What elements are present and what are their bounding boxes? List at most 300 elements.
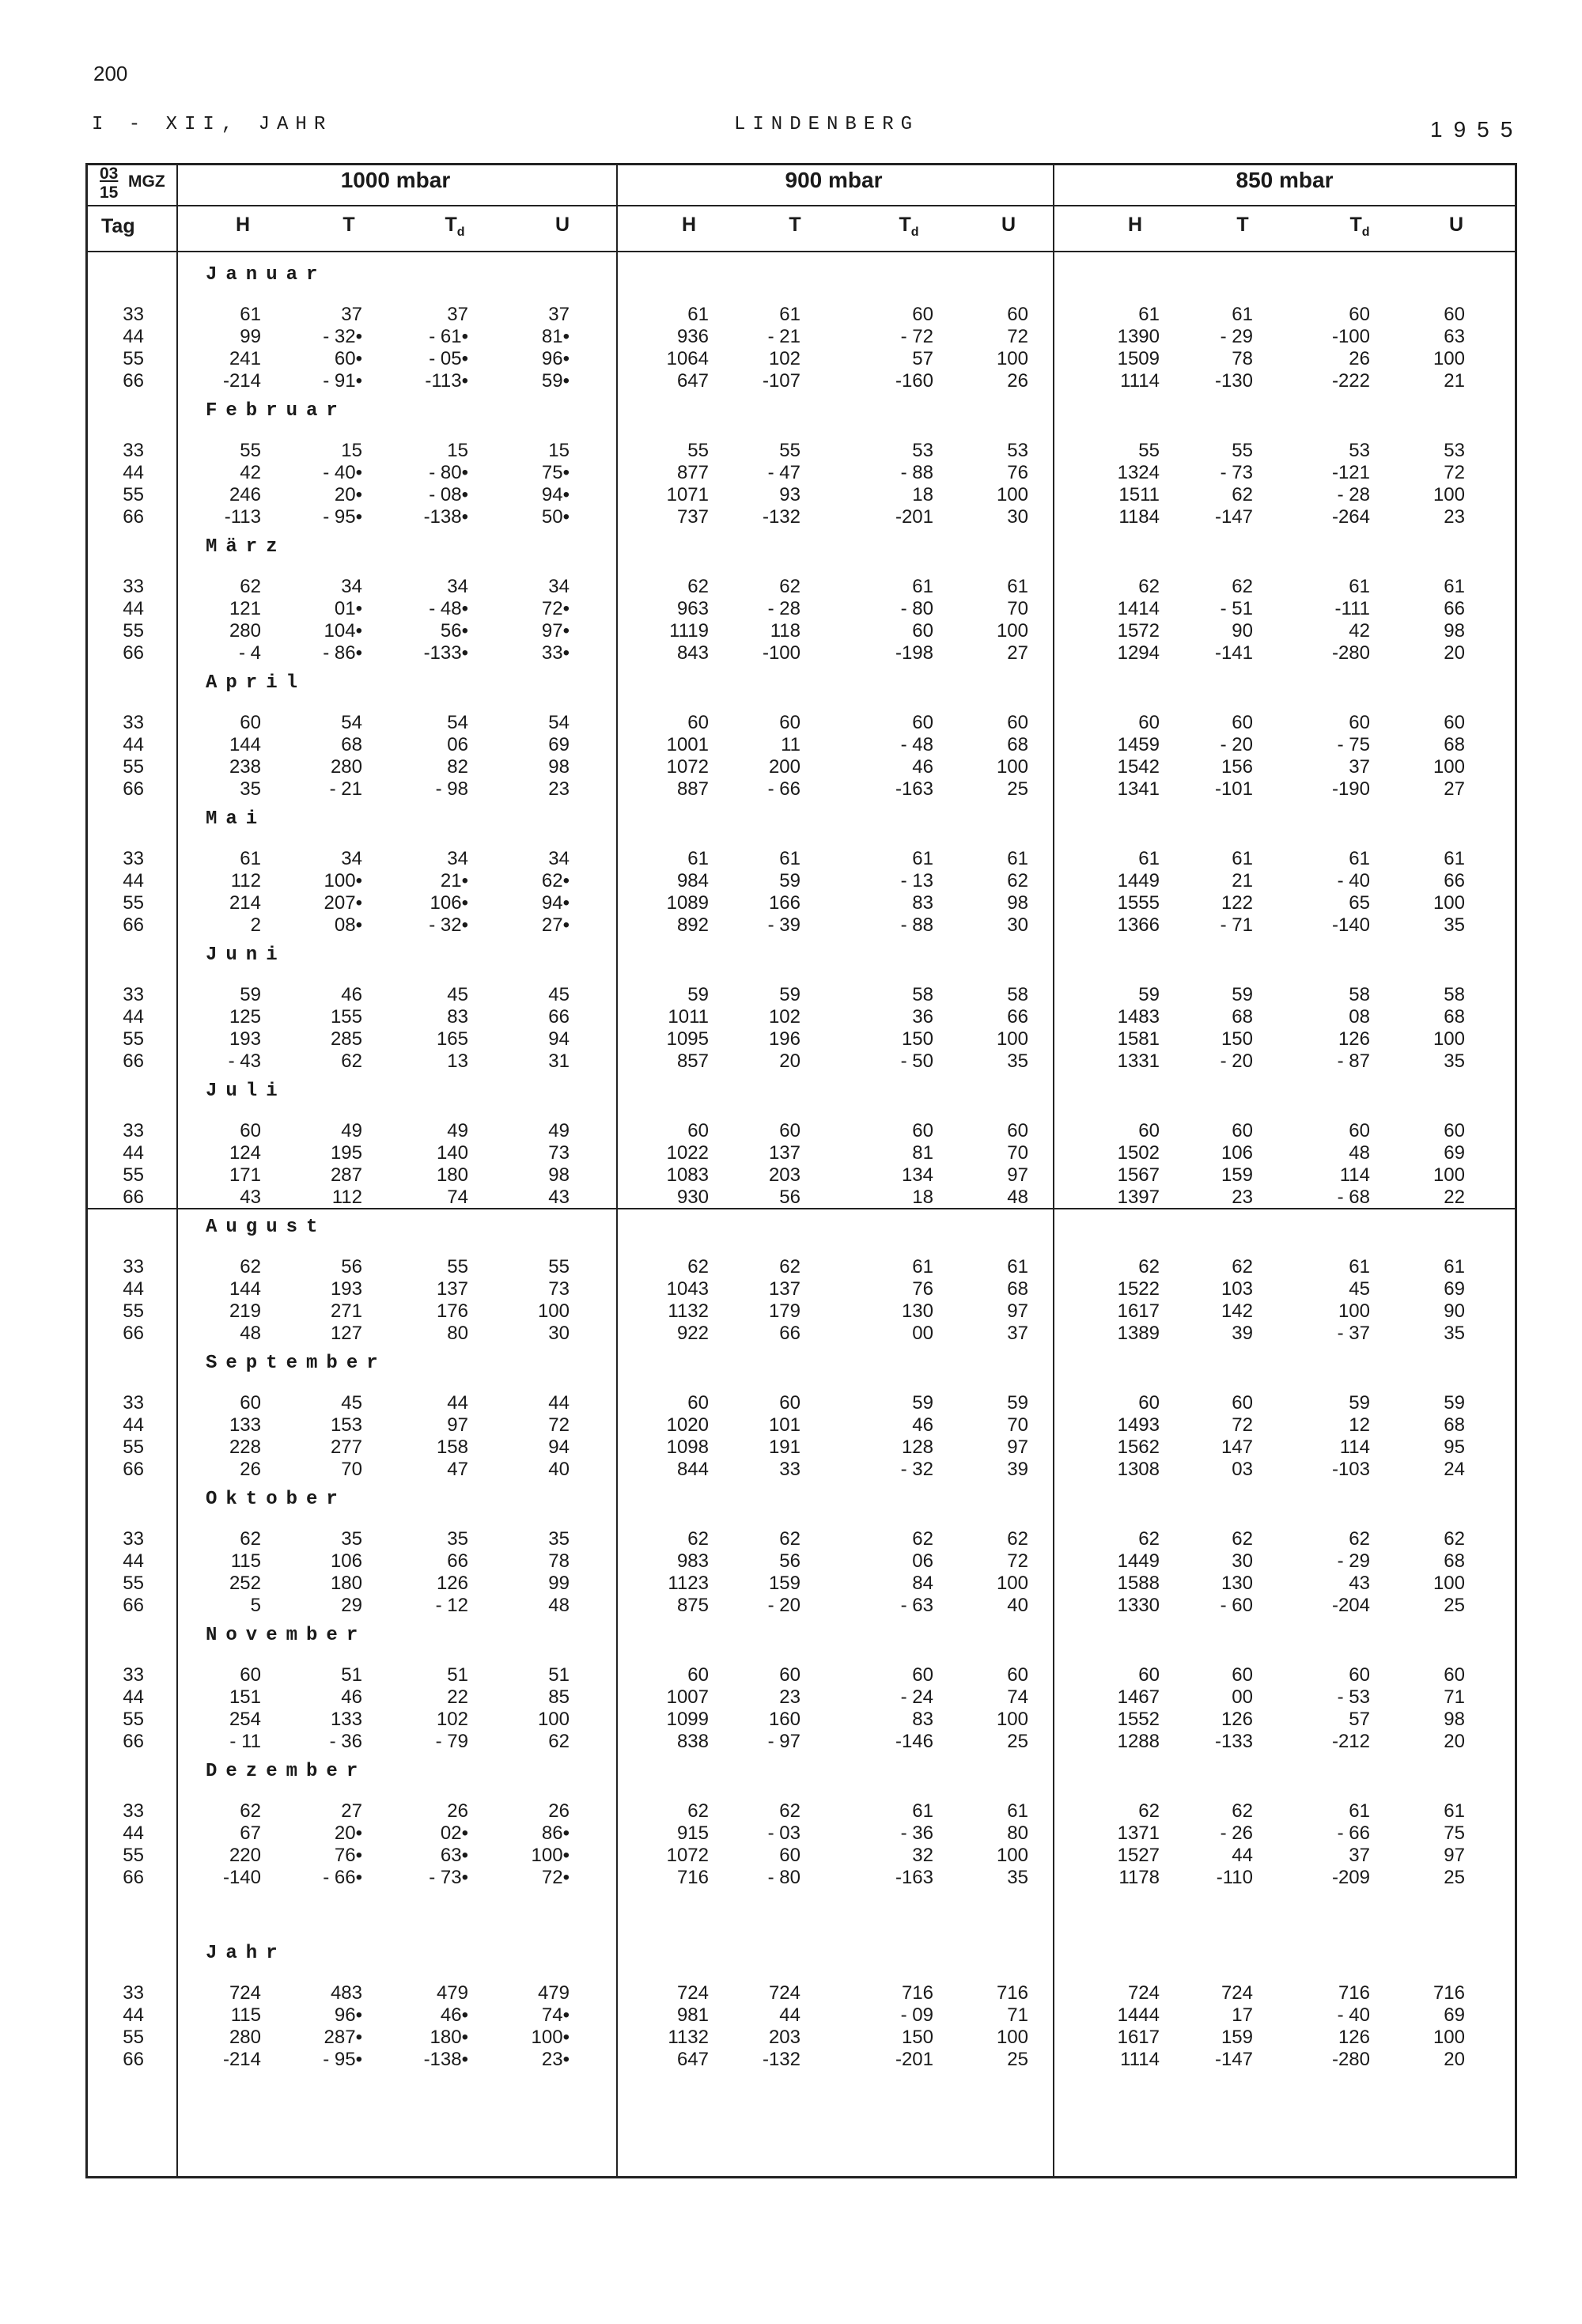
cell-u-1000: 86•: [541, 1822, 570, 1844]
cell-h-900: 61: [687, 304, 709, 325]
cell-u-900: 62: [1007, 1528, 1028, 1550]
cell-u-900: 100: [996, 756, 1028, 778]
cell-h-1000: 61: [240, 304, 261, 325]
cell-u-1000: 96•: [541, 348, 570, 369]
cell-td-900: 716: [901, 1982, 933, 2004]
cell-h-850: 1542: [1117, 756, 1160, 778]
cell-u-900: 100: [996, 484, 1028, 505]
cell-u-850: 69: [1444, 2004, 1465, 2026]
cell-td-850: -204: [1331, 1595, 1370, 1616]
header-year: 1955: [1430, 117, 1524, 142]
cell-u-850: 100: [1433, 756, 1465, 778]
cell-t-900: 160: [768, 1709, 800, 1730]
cell-t-900: 200: [768, 756, 800, 778]
cell-u-850: 100: [1433, 484, 1465, 505]
cell-td-900: 00: [912, 1323, 933, 1344]
cell-td-850: -264: [1331, 506, 1370, 528]
cell-t-900: 60: [779, 1664, 800, 1686]
tag-value: 66: [123, 370, 144, 392]
cell-h-1000: 724: [229, 1982, 261, 2004]
cell-u-900: 59: [1007, 1392, 1028, 1414]
corner-label: MGZ: [128, 172, 165, 191]
cell-u-900: 40: [1007, 1595, 1028, 1616]
cell-h-850: 1459: [1117, 734, 1160, 755]
cell-td-900: 59: [912, 1392, 933, 1414]
cell-td-900: 32: [912, 1845, 933, 1866]
cell-t-1000: 127: [330, 1323, 362, 1344]
month-label: Jahr: [206, 1943, 286, 1964]
cell-h-1000: 115: [230, 1550, 261, 1572]
cell-td-850: 26: [1349, 348, 1370, 369]
cell-td-1000: 126: [436, 1573, 468, 1594]
cell-td-900: 53: [912, 440, 933, 461]
cell-u-900: 61: [1007, 576, 1028, 597]
cell-t-850: 72: [1232, 1414, 1253, 1436]
cell-td-1000: 63•: [440, 1845, 468, 1866]
cell-u-900: 60: [1007, 712, 1028, 733]
cell-h-1000: 112: [230, 870, 261, 891]
cell-t-900: 60: [779, 1845, 800, 1866]
cell-t-850: 142: [1221, 1300, 1253, 1322]
cell-td-900: - 50: [900, 1050, 933, 1072]
cell-t-1000: 287•: [324, 2027, 362, 2048]
cell-t-900: - 21: [767, 326, 800, 347]
cell-h-1000: 60: [240, 712, 261, 733]
cell-u-1000: 33•: [541, 642, 570, 664]
cell-t-900: - 66: [767, 778, 800, 800]
cell-td-900: 60: [912, 304, 933, 325]
cell-u-900: 30: [1007, 506, 1028, 528]
month-label: Mai: [206, 808, 267, 830]
cell-t-850: 724: [1221, 1982, 1253, 2004]
cell-t-900: 44: [779, 2004, 800, 2026]
cell-t-900: 62: [779, 1800, 800, 1822]
cell-h-1000: 115: [230, 2004, 261, 2026]
tag-value: 55: [123, 892, 144, 914]
cell-h-1000: 62: [240, 1800, 261, 1822]
cell-u-850: 100: [1433, 1164, 1465, 1186]
cell-h-900: 875: [676, 1595, 709, 1616]
cell-td-1000: 158: [436, 1436, 468, 1458]
cell-t-900: 203: [768, 2027, 800, 2048]
tag-value: 44: [123, 462, 144, 483]
col-td-1000: $T_d$: [445, 214, 465, 239]
cell-h-1000: 171: [229, 1164, 261, 1186]
cell-h-1000: - 11: [229, 1731, 261, 1752]
tag-value: 66: [123, 1459, 144, 1480]
cell-t-1000: 104•: [324, 620, 362, 642]
cell-td-900: 60: [912, 712, 933, 733]
cell-t-850: - 71: [1220, 914, 1253, 936]
cell-td-900: - 09: [900, 2004, 933, 2026]
cell-t-850: 59: [1232, 984, 1253, 1005]
cell-u-1000: 54: [548, 712, 570, 733]
cell-t-900: - 20: [767, 1595, 800, 1616]
cell-h-850: 1617: [1117, 1300, 1160, 1322]
cell-td-850: -100: [1331, 326, 1370, 347]
cell-td-900: 84: [912, 1573, 933, 1594]
cell-h-850: 1562: [1117, 1436, 1160, 1458]
cell-td-850: 37: [1349, 756, 1370, 778]
cell-u-1000: 50•: [541, 506, 570, 528]
cell-u-900: 53: [1007, 440, 1028, 461]
cell-u-900: 100: [996, 1573, 1028, 1594]
cell-t-850: - 20: [1220, 734, 1253, 755]
cell-h-1000: 60: [240, 1664, 261, 1686]
cell-td-900: 81: [912, 1142, 933, 1164]
cell-td-1000: 02•: [440, 1822, 468, 1844]
cell-h-900: 1064: [666, 348, 709, 369]
cell-h-850: 1288: [1117, 1731, 1160, 1752]
cell-t-1000: 51: [341, 1664, 362, 1686]
cell-t-900: 102: [768, 348, 800, 369]
cell-h-900: 62: [687, 576, 709, 597]
cell-h-850: 1502: [1117, 1142, 1160, 1164]
cell-u-900: 30: [1007, 914, 1028, 936]
cell-u-900: 80: [1007, 1822, 1028, 1844]
tag-value: 66: [123, 1595, 144, 1616]
cell-td-900: 150: [901, 2027, 933, 2048]
cell-td-1000: 56•: [440, 620, 468, 642]
cell-t-900: - 47: [767, 462, 800, 483]
cell-td-1000: 137: [436, 1278, 468, 1300]
cell-td-900: 61: [912, 848, 933, 869]
cell-h-900: 983: [676, 1550, 709, 1572]
cell-td-850: 12: [1349, 1414, 1370, 1436]
cell-td-1000: - 32•: [429, 914, 468, 936]
cell-u-900: 70: [1007, 1142, 1028, 1164]
cell-td-1000: 35: [447, 1528, 468, 1550]
tag-value: 44: [123, 1550, 144, 1572]
cell-td-1000: 140: [436, 1142, 468, 1164]
cell-h-850: 61: [1138, 304, 1160, 325]
cell-td-900: -201: [895, 506, 933, 528]
group-1000mbar: 1000 mbar: [340, 168, 451, 192]
cell-td-850: 48: [1349, 1142, 1370, 1164]
cell-h-900: 1011: [668, 1006, 709, 1028]
tag-value: 33: [123, 984, 144, 1005]
cell-u-850: 24: [1444, 1459, 1465, 1480]
group-900mbar: 900 mbar: [785, 168, 883, 192]
cell-u-1000: 26: [548, 1800, 570, 1822]
cell-td-1000: - 48•: [429, 598, 468, 619]
col-t-850: T: [1236, 214, 1249, 236]
cell-u-850: 58: [1444, 984, 1465, 1005]
cell-t-850: -141: [1214, 642, 1253, 664]
cell-h-1000: -214: [222, 2049, 261, 2070]
cell-u-1000: 98: [548, 1164, 570, 1186]
cell-h-850: 1114: [1120, 370, 1160, 392]
month-label: November: [206, 1625, 367, 1646]
cell-td-850: 100: [1338, 1300, 1370, 1322]
cell-t-900: 66: [779, 1323, 800, 1344]
cell-t-900: 118: [770, 620, 800, 642]
cell-u-1000: 15: [548, 440, 570, 461]
cell-td-900: -163: [895, 778, 933, 800]
cell-t-850: 17: [1232, 2004, 1253, 2026]
cell-td-850: - 75: [1337, 734, 1370, 755]
cell-u-900: 100: [996, 1709, 1028, 1730]
cell-h-900: 1083: [666, 1164, 709, 1186]
cell-u-850: 35: [1444, 1323, 1465, 1344]
cell-t-1000: - 66•: [323, 1867, 362, 1888]
month-label: Juni: [206, 944, 286, 966]
cell-t-900: 102: [768, 1006, 800, 1028]
cell-t-1000: 195: [330, 1142, 362, 1164]
cell-h-1000: 62: [240, 576, 261, 597]
col-t-1000: T: [343, 214, 355, 236]
cell-u-900: 37: [1007, 1323, 1028, 1344]
cell-u-900: 48: [1007, 1187, 1028, 1208]
cell-td-1000: 22: [447, 1686, 468, 1708]
cell-t-1000: - 95•: [323, 506, 362, 528]
cell-u-1000: 34: [548, 576, 570, 597]
cell-td-1000: - 98: [435, 778, 468, 800]
cell-h-900: 930: [676, 1187, 709, 1208]
cell-h-850: 1572: [1117, 620, 1160, 642]
cell-td-900: 58: [912, 984, 933, 1005]
cell-td-1000: 54: [447, 712, 468, 733]
cell-u-850: 25: [1444, 1595, 1465, 1616]
cell-t-850: 60: [1232, 1120, 1253, 1141]
cell-td-1000: 51: [447, 1664, 468, 1686]
cell-u-900: 716: [996, 1982, 1028, 2004]
cell-td-900: 134: [901, 1164, 933, 1186]
cell-h-1000: 5: [250, 1595, 261, 1616]
cell-u-900: 72: [1007, 1550, 1028, 1572]
month-label: September: [206, 1353, 387, 1374]
cell-t-900: - 03: [767, 1822, 800, 1844]
cell-td-1000: 34: [447, 576, 468, 597]
cell-u-900: 60: [1007, 1120, 1028, 1141]
cell-t-850: 60: [1232, 712, 1253, 733]
header-station: LINDENBERG: [734, 114, 920, 135]
cell-u-1000: 98: [548, 756, 570, 778]
cell-td-1000: - 61•: [429, 326, 468, 347]
tag-value: 55: [123, 2027, 144, 2048]
cell-t-1000: - 36: [329, 1731, 362, 1752]
cell-h-1000: 35: [240, 778, 261, 800]
cell-td-900: 60: [912, 1120, 933, 1141]
cell-t-850: 106: [1221, 1142, 1253, 1164]
cell-u-850: 23: [1444, 506, 1465, 528]
tag-value: 55: [123, 756, 144, 778]
cell-td-1000: 26: [447, 1800, 468, 1822]
cell-h-900: 62: [687, 1800, 709, 1822]
cell-td-1000: - 05•: [429, 348, 468, 369]
cell-u-850: 66: [1444, 870, 1465, 891]
cell-td-1000: - 79: [435, 1731, 468, 1752]
cell-t-1000: 100•: [324, 870, 362, 891]
cell-td-1000: 45: [447, 984, 468, 1005]
cell-td-900: 128: [901, 1436, 933, 1458]
cell-h-850: 60: [1138, 1392, 1160, 1414]
tag-value: 66: [123, 1050, 144, 1072]
cell-td-850: 114: [1339, 1164, 1370, 1186]
cell-h-900: 843: [676, 642, 709, 664]
tag-value: 44: [123, 1278, 144, 1300]
cell-h-900: 1072: [666, 1845, 709, 1866]
cell-u-900: 25: [1007, 2049, 1028, 2070]
cell-u-850: 61: [1444, 1256, 1465, 1277]
cell-td-1000: 46•: [440, 2004, 468, 2026]
tag-value: 55: [123, 484, 144, 505]
cell-u-1000: 72: [548, 1414, 570, 1436]
cell-h-900: 1119: [669, 620, 709, 642]
cell-h-900: 716: [676, 1867, 709, 1888]
col-u-850: U: [1448, 214, 1464, 236]
cell-t-1000: - 32•: [323, 326, 362, 347]
cell-h-850: 61: [1138, 848, 1160, 869]
cell-u-850: 71: [1444, 1686, 1465, 1708]
tag-header: Tag: [101, 215, 135, 237]
cell-td-1000: 80: [447, 1323, 468, 1344]
cell-td-900: 60: [912, 620, 933, 642]
cell-h-850: 60: [1138, 712, 1160, 733]
cell-t-900: 61: [779, 304, 800, 325]
cell-t-1000: 27: [341, 1800, 362, 1822]
cell-t-1000: 01•: [334, 598, 362, 619]
cell-h-900: 892: [676, 914, 709, 936]
cell-td-900: -160: [895, 370, 933, 392]
cell-h-900: 1123: [668, 1573, 709, 1594]
cell-t-1000: 60•: [334, 348, 362, 369]
cell-t-1000: 133: [330, 1709, 362, 1730]
tag-value: 55: [123, 1436, 144, 1458]
cell-t-850: 30: [1232, 1550, 1253, 1572]
cell-td-900: 18: [912, 484, 933, 505]
cell-h-1000: 62: [240, 1256, 261, 1277]
cell-td-900: - 88: [900, 914, 933, 936]
cell-t-850: 126: [1221, 1709, 1253, 1730]
cell-td-1000: -133•: [423, 642, 468, 664]
cell-u-900: 68: [1007, 734, 1028, 755]
cell-u-850: 68: [1444, 1006, 1465, 1028]
cell-u-900: 71: [1007, 2004, 1028, 2026]
cell-h-850: 1184: [1118, 506, 1160, 528]
cell-u-1000: 97•: [541, 620, 570, 642]
month-label: Oktober: [206, 1489, 346, 1510]
month-label: März: [206, 536, 286, 558]
cell-h-850: 1414: [1117, 598, 1160, 619]
cell-t-850: - 20: [1220, 1050, 1253, 1072]
cell-h-900: 981: [676, 2004, 709, 2026]
cell-h-850: 1509: [1117, 348, 1160, 369]
cell-h-1000: 48: [240, 1323, 261, 1344]
cell-t-900: 60: [779, 1120, 800, 1141]
cell-td-1000: 479: [436, 1982, 468, 2004]
cell-h-850: 1397: [1117, 1187, 1160, 1208]
cell-h-1000: 254: [229, 1709, 261, 1730]
cell-u-1000: 30: [548, 1323, 570, 1344]
cell-t-1000: 70: [341, 1459, 362, 1480]
cell-t-900: 62: [779, 576, 800, 597]
cell-td-850: -190: [1331, 778, 1370, 800]
cell-td-1000: 165: [436, 1028, 468, 1050]
cell-td-900: - 32: [900, 1459, 933, 1480]
cell-h-1000: 280: [229, 2027, 261, 2048]
cell-u-1000: 51: [548, 1664, 570, 1686]
cell-t-900: 179: [768, 1300, 800, 1322]
cell-td-850: 60: [1349, 304, 1370, 325]
cell-h-850: 1511: [1118, 484, 1160, 505]
cell-t-1000: 20•: [334, 484, 362, 505]
cell-t-900: -132: [762, 2049, 800, 2070]
cell-t-850: 39: [1232, 1323, 1253, 1344]
cell-h-900: 887: [676, 778, 709, 800]
cell-td-850: 61: [1349, 576, 1370, 597]
cell-t-900: 56: [779, 1187, 800, 1208]
cell-t-850: 60: [1232, 1392, 1253, 1414]
cell-td-850: - 68: [1337, 1187, 1370, 1208]
cell-t-1000: 271: [330, 1300, 362, 1322]
cell-h-1000: 241: [229, 348, 261, 369]
cell-h-900: 936: [676, 326, 709, 347]
month-label: August: [206, 1217, 327, 1238]
tag-value: 33: [123, 1664, 144, 1686]
tag-value: 55: [123, 1709, 144, 1730]
cell-h-1000: 144: [229, 734, 261, 755]
cell-t-1000: 37: [341, 304, 362, 325]
cell-u-850: 95: [1444, 1436, 1465, 1458]
cell-t-1000: 207•: [324, 892, 362, 914]
tag-value: 66: [123, 2049, 144, 2070]
cell-u-900: 25: [1007, 778, 1028, 800]
cell-h-850: 1581: [1117, 1028, 1160, 1050]
cell-t-1000: 285: [330, 1028, 362, 1050]
cell-u-900: 76: [1007, 462, 1028, 483]
cell-t-850: 156: [1221, 756, 1253, 778]
cell-td-900: - 88: [900, 462, 933, 483]
month-label: Juli: [206, 1081, 286, 1102]
cell-h-1000: 280: [229, 620, 261, 642]
cell-t-900: 23: [779, 1686, 800, 1708]
col-u-1000: U: [554, 214, 570, 236]
tag-value: 44: [123, 2004, 144, 2026]
cell-td-1000: - 73•: [429, 1867, 468, 1888]
cell-td-850: 57: [1349, 1709, 1370, 1730]
cell-td-850: - 40: [1337, 2004, 1370, 2026]
cell-h-900: 1043: [666, 1278, 709, 1300]
col-h-850: H: [1127, 214, 1143, 236]
cell-h-900: 857: [676, 1050, 709, 1072]
cell-u-850: 21: [1444, 370, 1465, 392]
cell-td-850: 60: [1349, 712, 1370, 733]
cell-td-850: - 40: [1337, 870, 1370, 891]
cell-td-850: 65: [1349, 892, 1370, 914]
cell-h-850: 1371: [1117, 1822, 1160, 1844]
col-td-900: $T_d$: [899, 214, 919, 239]
cell-u-1000: 75•: [541, 462, 570, 483]
cell-t-1000: 54: [341, 712, 362, 733]
cell-u-900: 58: [1007, 984, 1028, 1005]
cell-t-1000: - 95•: [323, 2049, 362, 2070]
tag-value: 55: [123, 1028, 144, 1050]
cell-h-900: 1071: [666, 484, 709, 505]
month-label: Februar: [206, 400, 346, 422]
cell-u-900: 61: [1007, 848, 1028, 869]
cell-h-900: 724: [676, 1982, 709, 2004]
cell-td-850: 62: [1349, 1528, 1370, 1550]
cell-td-850: -121: [1331, 462, 1370, 483]
cell-t-1000: 287: [330, 1164, 362, 1186]
cell-h-1000: 214: [229, 892, 261, 914]
cell-t-900: 56: [779, 1550, 800, 1572]
tag-value: 66: [123, 778, 144, 800]
cell-u-1000: 73: [548, 1278, 570, 1300]
cell-t-900: 55: [779, 440, 800, 461]
cell-h-850: 1389: [1117, 1323, 1160, 1344]
